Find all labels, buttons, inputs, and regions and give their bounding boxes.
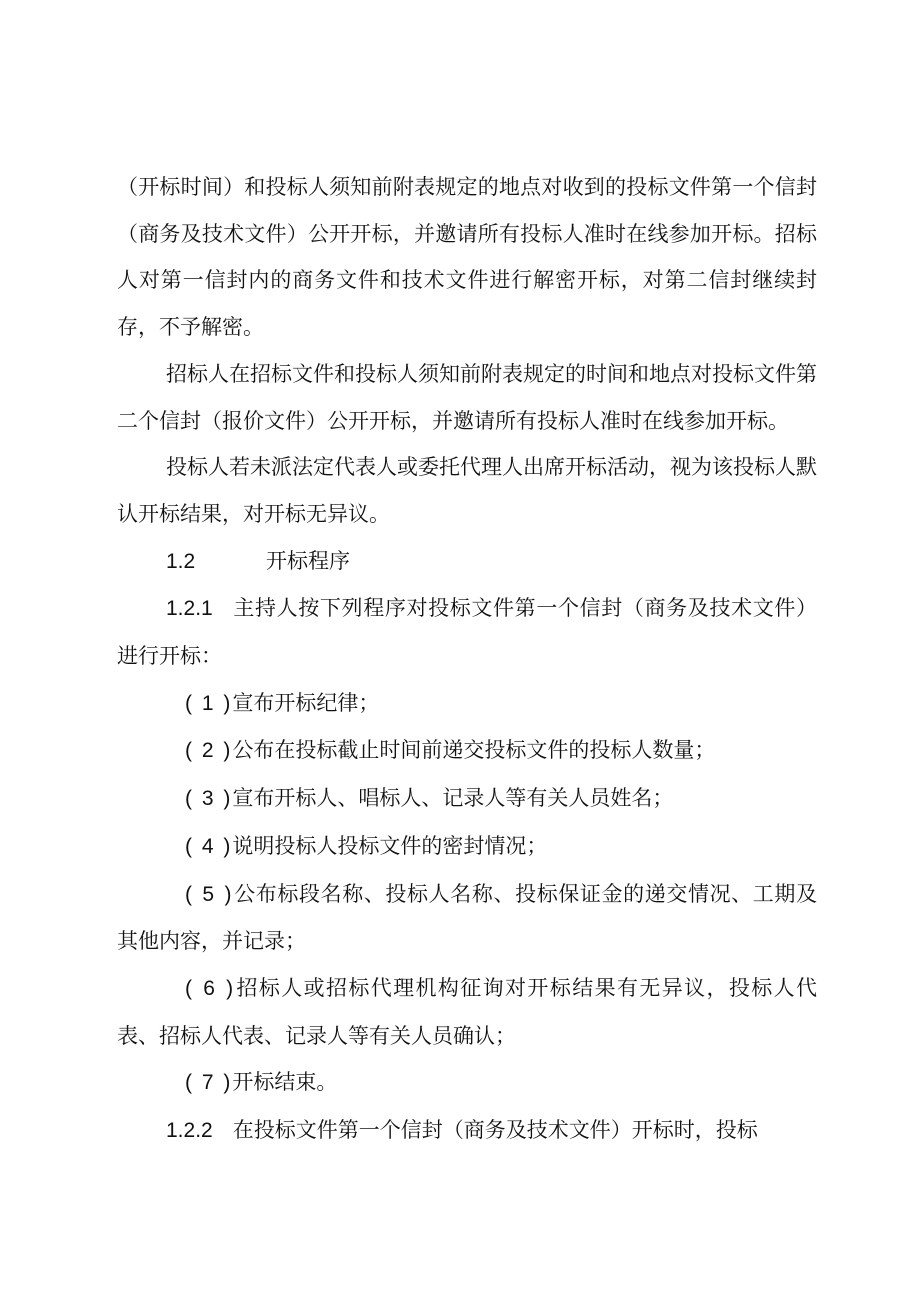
- body-paragraph: 投标人若未派法定代表人或委托代理人出席开标活动，视为该投标人默认开标结果，对开标无异议。: [117, 455, 817, 526]
- body-paragraph: 招标人在招标文件和投标人须知前附表规定的时间和地点对投标文件第二个信封（报价文件）公开开标，并邀请所有投标人准时在线参加开标。: [117, 361, 817, 433]
- list-item-text: 宣布开标纪律；: [232, 690, 380, 715]
- list-marker: ( 3 ): [185, 787, 233, 811]
- list-item: [117, 1059, 817, 1107]
- clause-text: 在投标文件第一个信封（商务及技术文件）开标时，投标: [232, 1118, 758, 1143]
- clause-number: 1.2.1: [166, 597, 213, 621]
- list-item-text: 宣布开标人、唱标人、记录人等有关人员姓名；: [232, 786, 674, 811]
- clause-paragraph: [117, 585, 817, 679]
- list-item-text: 开标结束。: [232, 1070, 338, 1095]
- list-marker: ( 4 ): [185, 834, 233, 858]
- list-item-text: 公布在投标截止时间前递交投标文件的投标人数量；: [232, 738, 716, 763]
- list-item-text: 公布标段名称、投标人名称、投标保证金的递交情况、工期及其他内容，并记录；: [117, 881, 817, 954]
- section-heading: [117, 538, 817, 586]
- list-item-text: 招标人或招标代理机构征询对开标结果有无异议，投标人代表、招标人代表、记录人等有关人员确认；: [117, 975, 818, 1048]
- list-marker: ( 2 ): [185, 739, 233, 763]
- list-item: [117, 965, 817, 1059]
- list-marker: ( 5 ): [185, 882, 234, 906]
- clause-text: 主持人按下列程序对投标文件第一个信封（商务及技术文件）进行开标：: [117, 596, 817, 669]
- body-paragraph: （开标时间）和投标人须知前附表规定的地点对收到的投标文件第一个信封（商务及技术文件）公开开标，并邀请所有投标人准时在线参加开标。招标人对第一信封内的商务文件和技术文件进行解密开标，对第二信封继续封存，不予解密。: [117, 175, 817, 340]
- document-body: [117, 164, 817, 1155]
- section-title: 开标程序: [266, 548, 350, 573]
- list-item: [117, 823, 817, 871]
- section-number: 1.2: [166, 549, 196, 573]
- clause-number: 1.2.2: [166, 1119, 213, 1143]
- list-marker: ( 1 ): [185, 691, 233, 715]
- list-item: [117, 871, 817, 965]
- clause-paragraph: [117, 1107, 817, 1155]
- list-item: [117, 680, 817, 728]
- list-item: [117, 727, 817, 775]
- list-marker: ( 7 ): [185, 1071, 233, 1095]
- list-item: [117, 775, 817, 823]
- list-marker: ( 6 ): [185, 976, 236, 1000]
- list-item-text: 说明投标人投标文件的密封情况；: [232, 833, 548, 858]
